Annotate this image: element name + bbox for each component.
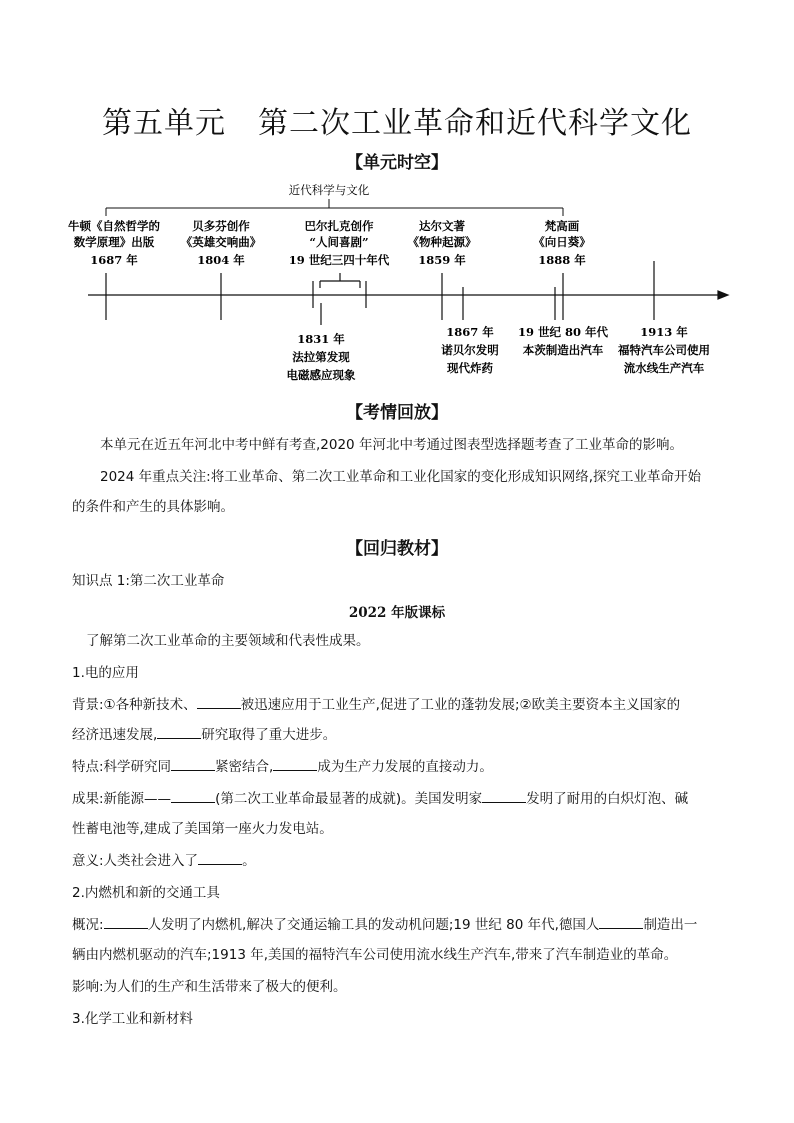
svg-text:诺贝尔发明: 诺贝尔发明 — [441, 343, 499, 357]
event-balzac — [289, 219, 390, 267]
blank[interactable] — [482, 790, 526, 803]
culture-bracket — [106, 199, 563, 216]
subsection-electricity: 1.电的应用 — [72, 665, 139, 681]
event-van-gogh — [533, 219, 591, 267]
svg-text:《物种起源》: 《物种起源》 — [407, 235, 477, 249]
unit-name: 第二次工业革命和近代科学文化 — [258, 106, 692, 141]
blank[interactable] — [599, 916, 643, 929]
svg-text:1888 年: 1888 年 — [538, 253, 586, 267]
svg-text:“人间喜剧”: “人间喜剧” — [309, 235, 369, 249]
unit-timeline — [0, 175, 794, 390]
timeline-ticks — [106, 261, 654, 325]
section-heading-exam: 【考情回放】 — [346, 403, 448, 423]
svg-text:1859 年: 1859 年 — [418, 253, 466, 267]
standard-title: 2022 年版课标 — [348, 605, 446, 621]
svg-text:19 世纪 80 年代: 19 世纪 80 年代 — [517, 325, 609, 339]
blank[interactable] — [171, 790, 215, 803]
event-ford — [617, 325, 710, 375]
svg-text:牛顿《自然哲学的: 牛顿《自然哲学的 — [68, 219, 160, 233]
svg-text:《英雄交响曲》: 《英雄交响曲》 — [180, 235, 262, 249]
blank[interactable] — [273, 758, 317, 771]
svg-text:巴尔扎克创作: 巴尔扎克创作 — [304, 219, 374, 233]
timeline-axis — [88, 291, 728, 299]
impact-line: 影响:为人们的生产和生活带来了极大的便利。 — [72, 979, 347, 995]
event-beethoven — [181, 219, 262, 267]
svg-text:19 世纪三四十年代: 19 世纪三四十年代 — [288, 253, 390, 267]
blank[interactable] — [171, 758, 215, 771]
svg-text:本茨制造出汽车: 本茨制造出汽车 — [522, 343, 604, 357]
subsection-engine: 2.内燃机和新的交通工具 — [72, 885, 220, 901]
unit-label: 第五单元 — [102, 106, 226, 141]
svg-text:1867 年: 1867 年 — [446, 325, 494, 339]
page-title — [0, 98, 794, 142]
svg-text:流水线生产汽车: 流水线生产汽车 — [623, 361, 705, 375]
results-line-2: 性蓄电池等,建成了美国第一座火力发电站。 — [72, 821, 333, 837]
overview-line-2: 辆由内燃机驱动的汽车;1913 年,美国的福特汽车公司使用流水线生产汽车,带来了汽车制造业的革命。 — [72, 947, 678, 963]
svg-text:1913 年: 1913 年 — [640, 325, 688, 339]
svg-text:梵高画: 梵高画 — [544, 219, 580, 233]
blank[interactable] — [104, 916, 148, 929]
event-benz — [518, 325, 609, 357]
subsection-chemistry: 3.化学工业和新材料 — [72, 1011, 193, 1027]
blank[interactable] — [198, 852, 242, 865]
svg-text:贝多芬创作: 贝多芬创作 — [192, 219, 250, 233]
bracket-label: 近代科学与文化 — [288, 183, 370, 197]
exam-paragraph-2-cont: 的条件和产生的具体影响。 — [72, 499, 234, 515]
background-line-1: 背景:①各种新技术、 被迅速应用于工业生产,促进了工业的蓬勃发展;②欧美主要资本主义国家的 — [72, 697, 681, 713]
knowledge-point-1: 知识点 1:第二次工业革命 — [72, 573, 225, 589]
standard-text: 了解第二次工业革命的主要领域和代表性成果。 — [86, 633, 370, 649]
svg-text:1804 年: 1804 年 — [197, 253, 245, 267]
svg-text:电磁感应现象: 电磁感应现象 — [286, 368, 356, 382]
results-line-1: 成果:新能源—— (第二次工业革命最显著的成就)。美国发明家 发明了耐用的白炽灯泡、碱 — [72, 791, 689, 807]
features-line: 特点:科学研究同 紧密结合, 成为生产力发展的直接动力。 — [72, 759, 493, 775]
svg-text:法拉第发现: 法拉第发现 — [292, 350, 350, 364]
event-nobel — [440, 325, 499, 375]
svg-text:数学原理》出版: 数学原理》出版 — [73, 235, 155, 249]
svg-text:《向日葵》: 《向日葵》 — [533, 235, 591, 249]
exam-paragraph-1: 本单元在近五年河北中考中鲜有考查,2020 年河北中考通过图表型选择题考查了工业革命的影响。 — [100, 437, 683, 453]
svg-text:1831 年: 1831 年 — [297, 332, 345, 346]
svg-text:现代炸药: 现代炸药 — [447, 361, 493, 375]
event-newton — [68, 219, 160, 267]
svg-text:福特汽车公司使用: 福特汽车公司使用 — [618, 343, 710, 357]
background-line-2: 经济迅速发展, 研究取得了重大进步。 — [72, 727, 337, 743]
exam-paragraph-2: 2024 年重点关注:将工业革命、第二次工业革命和工业化国家的变化形成知识网络,探究工业革命开始 — [100, 469, 701, 485]
overview-line-1: 概况: 人发明了内燃机,解决了交通运输工具的发动机问题;19 世纪 80 年代,德国人 制造出一 — [72, 917, 698, 933]
svg-text:达尔文著: 达尔文著 — [419, 219, 465, 233]
blank[interactable] — [157, 726, 201, 739]
blank[interactable] — [197, 696, 241, 709]
event-darwin — [408, 219, 477, 267]
event-faraday — [287, 332, 356, 382]
section-heading-textbook: 【回归教材】 — [346, 539, 448, 559]
section-heading-timeline: 【单元时空】 — [346, 153, 448, 173]
svg-text:1687 年: 1687 年 — [90, 253, 138, 267]
significance-line: 意义:人类社会进入了 。 — [72, 853, 256, 869]
